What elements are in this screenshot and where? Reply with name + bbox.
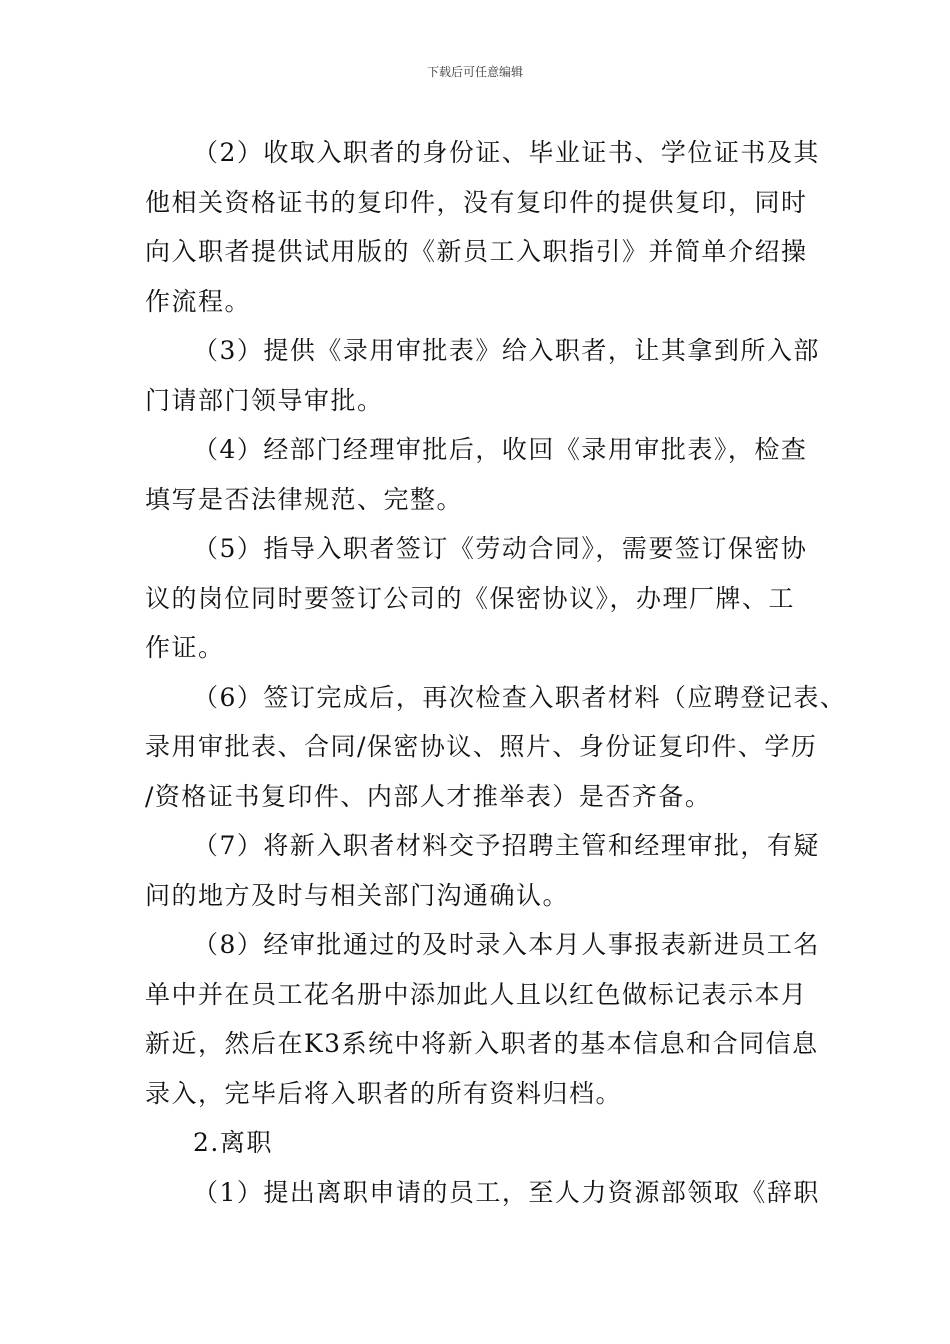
paragraph-line: 向入职者提供试用版的《新员工入职指引》并简单介绍操 [145, 237, 808, 266]
paragraph-line: 录入，完毕后将入职者的所有资料归档。 [145, 1078, 623, 1108]
paragraph-line: 录用审批表、合同/保密协议、照片、身份证复印件、学历 [145, 732, 818, 761]
paragraph-line: （4）经部门经理审批后，收回《录用审批表》，检查 [193, 435, 808, 464]
section-heading: 2.离职 [193, 1128, 273, 1157]
paragraph-line: （5）指导入职者签订《劳动合同》，需要签订保密协 [193, 534, 808, 563]
paragraph-line: 作流程。 [145, 286, 252, 316]
paragraph-line: 门请部门领导审批。 [145, 385, 384, 415]
paragraph-line: 问的地方及时与相关部门沟通确认。 [145, 880, 570, 910]
paragraph-line: （3）提供《录用审批表》给入职者，让其拿到所入部 [193, 336, 820, 365]
paragraph-line: 作证。 [145, 633, 225, 662]
paragraph-line: 他相关资格证书的复印件，没有复印件的提供复印，同时 [145, 187, 808, 217]
paragraph-line: （7）将新入职者材料交予招聘主管和经理审批，有疑 [193, 831, 820, 860]
paragraph-line: /资格证书复印件、内部人才推举表）是否齐备。 [145, 781, 712, 811]
paragraph-line: （2）收取入职者的身份证、毕业证书、学位证书及其 [193, 138, 820, 167]
paragraph-line: 单中并在员工花名册中添加此人且以红色做标记表示本月 [145, 979, 808, 1009]
paragraph-line: 议的岗位同时要签订公司的《保密协议》，办理厂牌、工 [145, 583, 796, 613]
document-body [145, 128, 847, 1217]
paragraph-line: （1）提出离职申请的员工，至人力资源部领取《辞职 [193, 1177, 820, 1207]
paragraph-line: （6）签订完成后，再次检查入职者材料（应聘登记表、 [193, 682, 847, 712]
paragraph-line: 填写是否法律规范、完整。 [145, 484, 464, 514]
paragraph-line: 新近，然后在K3系统中将新入职者的基本信息和合同信息 [145, 1029, 819, 1058]
paragraph-line: （8）经审批通过的及时录入本月人事报表新进员工名 [193, 930, 820, 959]
page-header: 下载后可任意编辑 [426, 65, 523, 79]
